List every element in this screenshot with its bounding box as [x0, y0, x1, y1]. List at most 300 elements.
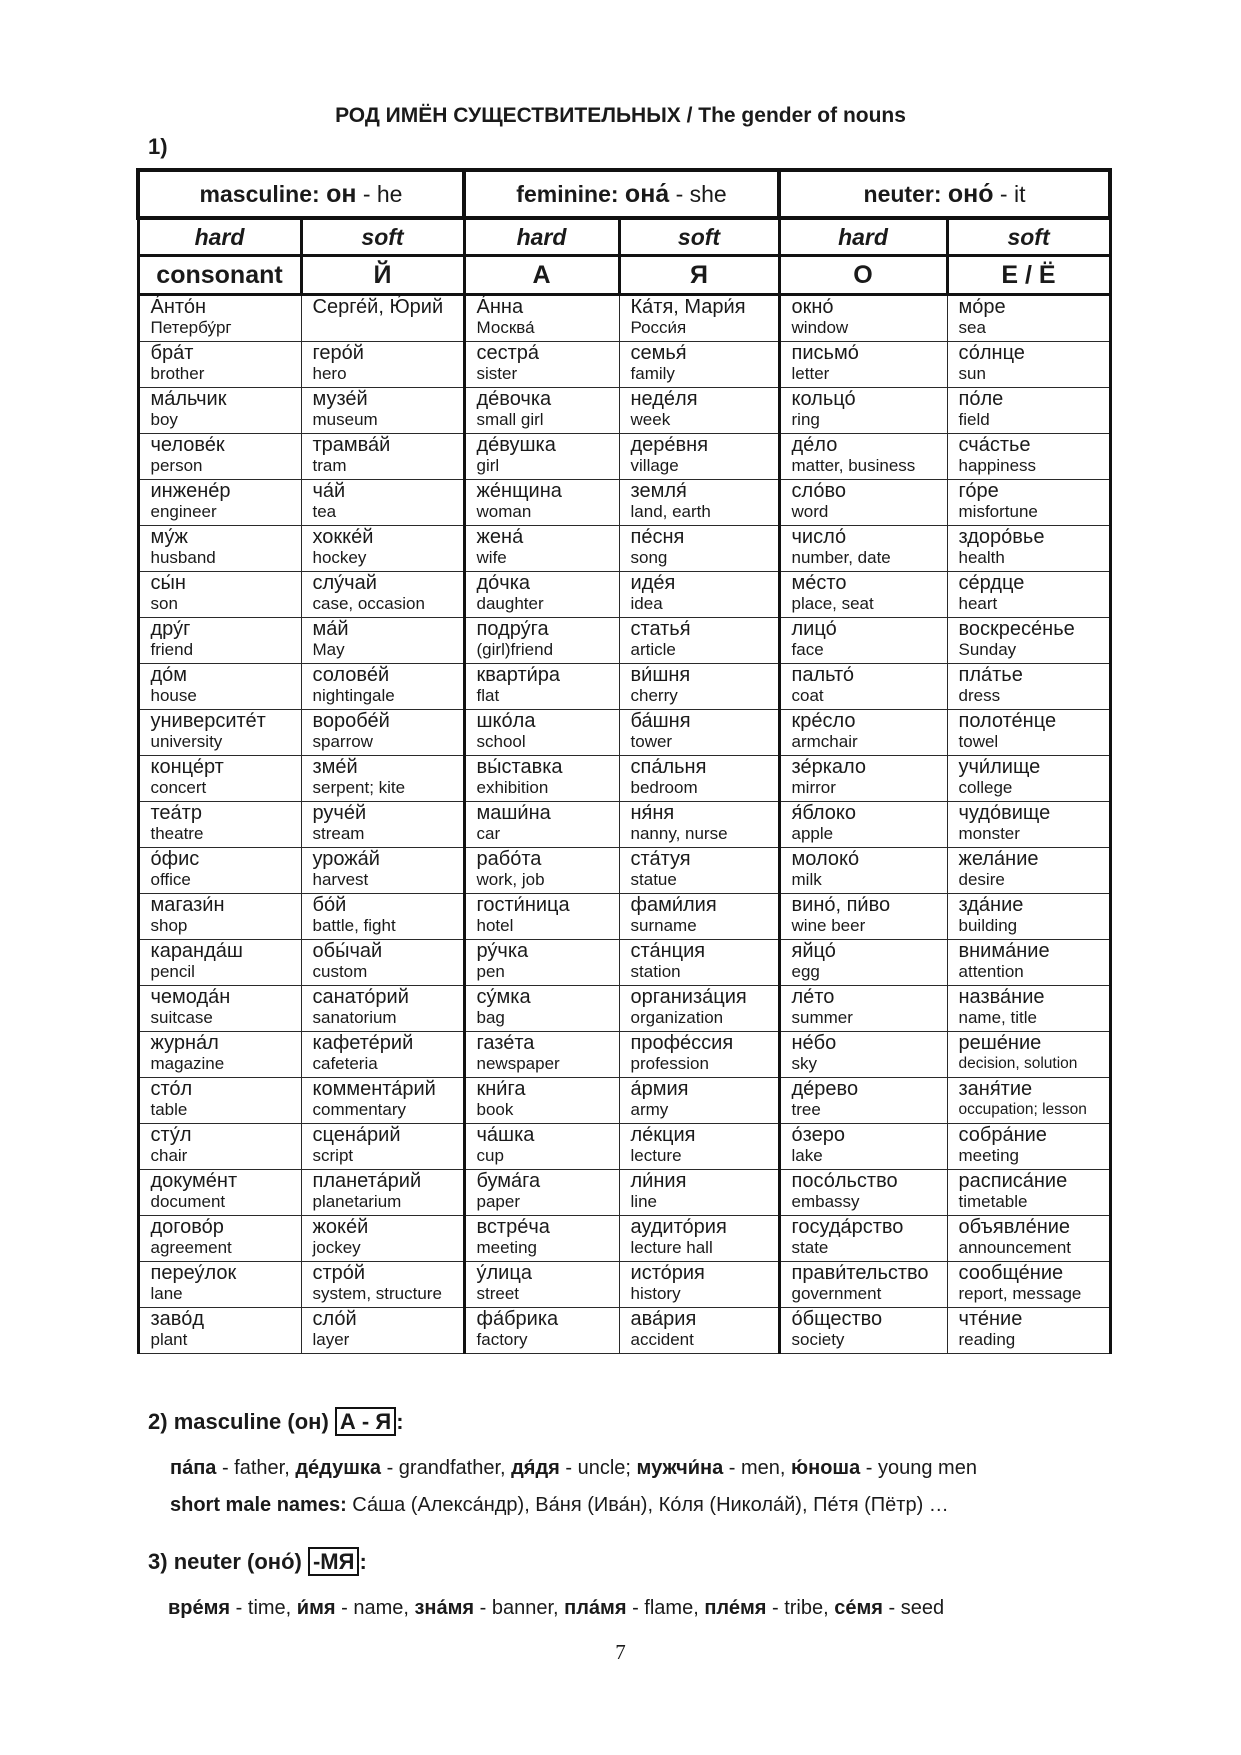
english-translation: sparrow — [312, 732, 373, 751]
example-word: пле́мя — [704, 1597, 767, 1619]
example-gloss: - grandfather, — [381, 1457, 512, 1479]
section-number: 2) — [148, 1409, 168, 1434]
english-translation: report, message — [958, 1284, 1082, 1303]
table-row — [138, 434, 1110, 480]
russian-word: мо́ре — [958, 296, 1006, 318]
noun-cell — [947, 1170, 1110, 1216]
english-translation: street — [476, 1284, 520, 1303]
english-translation: system, structure — [312, 1284, 442, 1303]
gender-gloss: - he — [356, 180, 403, 207]
noun-cell — [947, 342, 1110, 388]
english-translation: statue — [630, 870, 677, 889]
noun-cell — [301, 664, 464, 710]
english-translation: theatre — [150, 824, 204, 843]
russian-word: кварти́ра — [476, 664, 561, 686]
english-translation: hero — [312, 364, 347, 383]
russian-word: собра́ние — [958, 1124, 1047, 1146]
russian-word: рабо́та — [476, 848, 542, 870]
noun-cell — [779, 1170, 947, 1216]
noun-cell — [779, 1262, 947, 1308]
table-row — [138, 802, 1110, 848]
english-translation: bag — [476, 1008, 505, 1027]
english-translation: monster — [958, 824, 1020, 843]
english-translation: planetarium — [312, 1192, 402, 1211]
example-word: де́душка — [295, 1457, 382, 1479]
noun-cell — [464, 1170, 619, 1216]
ending-header: Я — [619, 256, 779, 295]
noun-cell — [619, 802, 779, 848]
example-gloss: - tribe, — [766, 1597, 835, 1619]
noun-cell — [138, 664, 301, 710]
english-translation: pen — [476, 962, 505, 981]
russian-word: назва́ние — [958, 986, 1045, 1008]
english-translation: number, date — [791, 548, 891, 567]
noun-cell — [779, 342, 947, 388]
english-translation: nightingale — [312, 686, 395, 705]
english-translation: nanny, nurse — [630, 824, 728, 843]
russian-word: дере́вня — [630, 434, 709, 456]
table-row — [138, 526, 1110, 572]
english-translation: document — [150, 1192, 226, 1211]
english-translation: hockey — [312, 548, 367, 567]
gender-header-feminine — [464, 170, 779, 218]
russian-word: жена́ — [476, 526, 524, 548]
noun-cell — [619, 1262, 779, 1308]
noun-cell — [138, 1262, 301, 1308]
table-row — [138, 664, 1110, 710]
russian-word: окно́ — [791, 296, 834, 318]
english-translation: milk — [791, 870, 822, 889]
russian-word: спа́льня — [630, 756, 707, 778]
section-1-label: 1) — [148, 134, 168, 159]
noun-cell — [779, 1308, 947, 1354]
table-row — [138, 572, 1110, 618]
noun-cell — [464, 1078, 619, 1124]
russian-word: догово́р — [150, 1216, 224, 1238]
noun-cell — [619, 434, 779, 480]
english-translation: towel — [958, 732, 999, 751]
english-translation: case, occasion — [312, 594, 425, 613]
english-translation: happiness — [958, 456, 1037, 475]
english-translation: script — [312, 1146, 354, 1165]
noun-cell — [619, 756, 779, 802]
english-translation: tram — [312, 456, 347, 475]
english-translation: sun — [958, 364, 986, 383]
russian-word: лицо́ — [791, 618, 837, 640]
russian-word: дру́г — [150, 618, 191, 640]
english-translation: face — [791, 640, 824, 659]
english-translation: tea — [312, 502, 337, 521]
ending-row — [138, 256, 1110, 295]
noun-cell — [947, 1078, 1110, 1124]
table-row — [138, 295, 1110, 342]
stem-type-header: soft — [947, 218, 1110, 256]
russian-word: а́рмия — [630, 1078, 689, 1100]
english-translation: daughter — [476, 594, 544, 613]
table-row — [138, 618, 1110, 664]
russian-word: музе́й — [312, 388, 368, 410]
noun-cell — [947, 572, 1110, 618]
russian-word: сча́стье — [958, 434, 1031, 456]
noun-cell — [779, 480, 947, 526]
english-translation: word — [791, 502, 829, 521]
english-translation: meeting — [958, 1146, 1019, 1165]
english-translation: Петербу́рг — [150, 318, 232, 337]
english-translation: profession — [630, 1054, 709, 1073]
russian-word: яйцо́ — [791, 940, 836, 962]
noun-cell — [619, 894, 779, 940]
russian-word: стро́й — [312, 1262, 366, 1284]
gender-gloss: - it — [993, 180, 1026, 207]
table-row — [138, 388, 1110, 434]
section-heading-text: neuter (оно́) — [173, 1549, 302, 1574]
example-word: дя́дя — [511, 1457, 560, 1479]
noun-cell — [619, 1308, 779, 1354]
table-row — [138, 1032, 1110, 1078]
noun-cell — [138, 572, 301, 618]
noun-cell — [464, 388, 619, 434]
english-translation: husband — [150, 548, 216, 567]
russian-word: статья́ — [630, 618, 691, 640]
noun-cell — [138, 342, 301, 388]
russian-word: встре́ча — [476, 1216, 550, 1238]
noun-cell — [464, 1262, 619, 1308]
noun-cell — [779, 1216, 947, 1262]
russian-word: де́рево — [791, 1078, 859, 1100]
english-translation: jockey — [312, 1238, 361, 1257]
russian-word: руче́й — [312, 802, 367, 824]
ending-box: -МЯ — [308, 1547, 359, 1576]
russian-word: не́бо — [791, 1032, 837, 1054]
russian-word: сло́й — [312, 1308, 357, 1330]
noun-cell — [947, 1032, 1110, 1078]
russian-word: кни́га — [476, 1078, 526, 1100]
english-translation: brother — [150, 364, 205, 383]
russian-word: го́ре — [958, 480, 999, 502]
noun-cell — [464, 1216, 619, 1262]
russian-word: до́м — [150, 664, 188, 686]
noun-cell — [301, 434, 464, 480]
english-translation: lane — [150, 1284, 183, 1303]
english-translation: custom — [312, 962, 368, 981]
russian-word: пе́сня — [630, 526, 685, 548]
noun-cell — [301, 710, 464, 756]
russian-word: шко́ла — [476, 710, 536, 732]
gender-header-neuter — [779, 170, 1110, 218]
english-translation: harvest — [312, 870, 369, 889]
russian-word: иде́я — [630, 572, 676, 594]
russian-word: челове́к — [150, 434, 225, 456]
noun-cell — [301, 1078, 464, 1124]
english-translation: pencil — [150, 962, 195, 981]
english-translation: college — [958, 778, 1013, 797]
russian-word: магази́н — [150, 894, 225, 916]
english-translation: article — [630, 640, 676, 659]
english-translation: desire — [958, 870, 1005, 889]
example-gloss: - banner, — [474, 1597, 565, 1619]
english-translation: Росси́я — [630, 318, 687, 337]
example-word: зна́мя — [414, 1597, 475, 1619]
english-translation: idea — [630, 594, 663, 613]
english-translation: son — [150, 594, 178, 613]
noun-cell — [464, 848, 619, 894]
english-translation: line — [630, 1192, 657, 1211]
noun-cell — [619, 295, 779, 342]
table-row — [138, 894, 1110, 940]
russian-word: де́ло — [791, 434, 838, 456]
table-row — [138, 940, 1110, 986]
english-translation: plant — [150, 1330, 188, 1349]
english-translation: university — [150, 732, 223, 751]
english-translation: state — [791, 1238, 829, 1257]
table-row — [138, 848, 1110, 894]
stem-type-row — [138, 218, 1110, 256]
colon: : — [359, 1549, 367, 1574]
english-translation: cherry — [630, 686, 678, 705]
noun-cell — [947, 986, 1110, 1032]
russian-word: аудито́рия — [630, 1216, 727, 1238]
example-word: мужчи́на — [636, 1457, 724, 1479]
example-gloss: - name, — [335, 1597, 415, 1619]
russian-word: подру́га — [476, 618, 549, 640]
noun-cell — [301, 526, 464, 572]
russian-word: бума́га — [476, 1170, 541, 1192]
noun-cell — [138, 756, 301, 802]
english-translation: person — [150, 456, 203, 475]
english-translation: newspaper — [476, 1054, 560, 1073]
example-gloss: - seed — [882, 1597, 945, 1619]
noun-cell — [779, 802, 947, 848]
russian-word: у́лица — [476, 1262, 532, 1284]
english-translation: bedroom — [630, 778, 698, 797]
noun-cell — [464, 940, 619, 986]
english-translation: announcement — [958, 1238, 1071, 1257]
noun-cell — [779, 940, 947, 986]
russian-word: профе́ссия — [630, 1032, 734, 1054]
russian-word: госуда́рство — [791, 1216, 904, 1238]
english-translation: agreement — [150, 1238, 232, 1257]
russian-word: конце́рт — [150, 756, 224, 778]
noun-cell — [138, 388, 301, 434]
example-word: ю́ноша — [791, 1457, 861, 1479]
english-translation: attention — [958, 962, 1024, 981]
names-label: short male names: — [170, 1494, 347, 1516]
example-word: се́мя — [834, 1597, 883, 1619]
noun-cell — [619, 526, 779, 572]
short-male-names — [170, 1494, 949, 1517]
noun-cell — [947, 295, 1110, 342]
noun-cell — [464, 1124, 619, 1170]
noun-cell — [619, 1032, 779, 1078]
russian-word: ви́шня — [630, 664, 691, 686]
english-translation: accident — [630, 1330, 694, 1349]
english-translation: museum — [312, 410, 378, 429]
russian-word: кафете́рий — [312, 1032, 414, 1054]
russian-word: ста́туя — [630, 848, 691, 870]
noun-cell — [464, 618, 619, 664]
russian-word: расписа́ние — [958, 1170, 1068, 1192]
russian-word: чемода́н — [150, 986, 231, 1008]
russian-word: ча́й — [312, 480, 346, 502]
noun-cell — [138, 1078, 301, 1124]
english-translation: boy — [150, 410, 178, 429]
russian-word: маши́на — [476, 802, 551, 824]
russian-word: прави́тельство — [791, 1262, 929, 1284]
gender-pronoun: он — [326, 179, 357, 208]
noun-cell — [947, 1124, 1110, 1170]
english-translation: timetable — [958, 1192, 1028, 1211]
russian-word: урожа́й — [312, 848, 380, 870]
russian-word: полоте́нце — [958, 710, 1057, 732]
english-translation: dress — [958, 686, 1001, 705]
noun-cell — [464, 572, 619, 618]
noun-cell — [619, 664, 779, 710]
noun-cell — [138, 802, 301, 848]
russian-word: организа́ция — [630, 986, 747, 1008]
noun-cell — [947, 1262, 1110, 1308]
example-gloss: - father, — [216, 1457, 296, 1479]
stem-type-header: soft — [301, 218, 464, 256]
stem-type-header: hard — [138, 218, 301, 256]
noun-cell — [619, 986, 779, 1032]
noun-cell — [947, 1216, 1110, 1262]
english-translation: field — [958, 410, 990, 429]
section-number: 3) — [148, 1549, 168, 1574]
noun-cell — [301, 295, 464, 342]
noun-cell — [464, 756, 619, 802]
russian-word: трамва́й — [312, 434, 391, 456]
english-translation: station — [630, 962, 681, 981]
russian-word: число́ — [791, 526, 847, 548]
english-translation: summer — [791, 1008, 853, 1027]
section-heading-text: masculine (он) — [173, 1409, 329, 1434]
noun-cell — [947, 664, 1110, 710]
english-translation: window — [791, 318, 849, 337]
russian-word: учи́лище — [958, 756, 1041, 778]
noun-cell — [619, 618, 779, 664]
russian-word: сцена́рий — [312, 1124, 401, 1146]
noun-cell — [464, 1308, 619, 1354]
noun-cell — [138, 618, 301, 664]
english-translation: organization — [630, 1008, 724, 1027]
noun-cell — [464, 1032, 619, 1078]
ending-header: Й — [301, 256, 464, 295]
table-row — [138, 986, 1110, 1032]
russian-word: планета́рий — [312, 1170, 422, 1192]
noun-cell — [301, 1216, 464, 1262]
english-translation: lecture — [630, 1146, 682, 1165]
ending-header: А — [464, 256, 619, 295]
noun-cell — [301, 480, 464, 526]
russian-word: А́нто́н — [150, 296, 206, 318]
english-translation: coat — [791, 686, 824, 705]
noun-cell — [947, 894, 1110, 940]
russian-word: ава́рия — [630, 1308, 697, 1330]
gender-table — [136, 168, 1112, 1354]
table-row — [138, 756, 1110, 802]
russian-word: ру́чка — [476, 940, 529, 962]
colon: : — [396, 1409, 404, 1434]
example-gloss: - time, — [230, 1597, 297, 1619]
table-row — [138, 1308, 1110, 1354]
english-translation: magazine — [150, 1054, 225, 1073]
gender-header-row — [138, 170, 1110, 218]
russian-word: ли́ния — [630, 1170, 687, 1192]
table-row — [138, 1078, 1110, 1124]
russian-word: воробе́й — [312, 710, 390, 732]
noun-cell — [464, 986, 619, 1032]
noun-cell — [138, 1032, 301, 1078]
noun-cell — [138, 1308, 301, 1354]
table-row — [138, 342, 1110, 388]
russian-word: бра́т — [150, 342, 194, 364]
stem-type-header: hard — [779, 218, 947, 256]
noun-cell — [947, 756, 1110, 802]
noun-cell — [138, 480, 301, 526]
russian-word: му́ж — [150, 526, 188, 548]
russian-word: докуме́нт — [150, 1170, 238, 1192]
gender-pronoun: оно́ — [947, 179, 994, 208]
english-translation: sea — [958, 318, 986, 337]
example-gloss: - flame, — [626, 1597, 705, 1619]
english-translation: family — [630, 364, 675, 383]
noun-cell — [301, 1032, 464, 1078]
russian-word: Серге́й, Ю́рий — [312, 296, 444, 318]
russian-word: кре́сло — [791, 710, 856, 732]
english-translation: stream — [312, 824, 365, 843]
noun-cell — [779, 1124, 947, 1170]
english-translation: sister — [476, 364, 518, 383]
english-translation: factory — [476, 1330, 528, 1349]
russian-word: пла́тье — [958, 664, 1023, 686]
section-2-heading — [148, 1409, 404, 1435]
names-text: Са́ша (Алекса́ндр), Ва́ня (Ива́н), Ко́ля (Никола́й), Пе́тя (Пётр) … — [346, 1494, 949, 1516]
noun-cell — [138, 526, 301, 572]
gender-label: neuter: — [863, 180, 942, 207]
english-translation: mirror — [791, 778, 836, 797]
russian-word: заво́д — [150, 1308, 204, 1330]
english-translation: May — [312, 640, 345, 659]
section-3-heading — [148, 1549, 367, 1575]
english-translation: meeting — [476, 1238, 537, 1257]
noun-cell — [464, 802, 619, 848]
russian-word: ле́то — [791, 986, 835, 1008]
english-translation: woman — [476, 502, 532, 521]
noun-cell — [947, 802, 1110, 848]
noun-cell — [947, 618, 1110, 664]
english-translation: serpent; kite — [312, 778, 406, 797]
english-translation: cup — [476, 1146, 504, 1165]
noun-cell — [779, 572, 947, 618]
russian-word: о́зеро — [791, 1124, 845, 1146]
russian-word: ня́ня — [630, 802, 675, 824]
masculine-a-ya-examples — [170, 1457, 977, 1480]
russian-word: де́вочка — [476, 388, 552, 410]
russian-word: бо́й — [312, 894, 347, 916]
noun-cell — [301, 572, 464, 618]
example-word: вре́мя — [168, 1597, 231, 1619]
english-translation: reading — [958, 1330, 1016, 1349]
english-translation: (girl)friend — [476, 640, 554, 659]
page-number: 7 — [615, 1640, 626, 1664]
noun-cell — [464, 342, 619, 388]
english-translation: lake — [791, 1146, 823, 1165]
russian-word: гости́ница — [476, 894, 570, 916]
noun-cell — [464, 894, 619, 940]
english-translation: sanatorium — [312, 1008, 397, 1027]
russian-word: сы́н — [150, 572, 186, 594]
noun-cell — [138, 1216, 301, 1262]
